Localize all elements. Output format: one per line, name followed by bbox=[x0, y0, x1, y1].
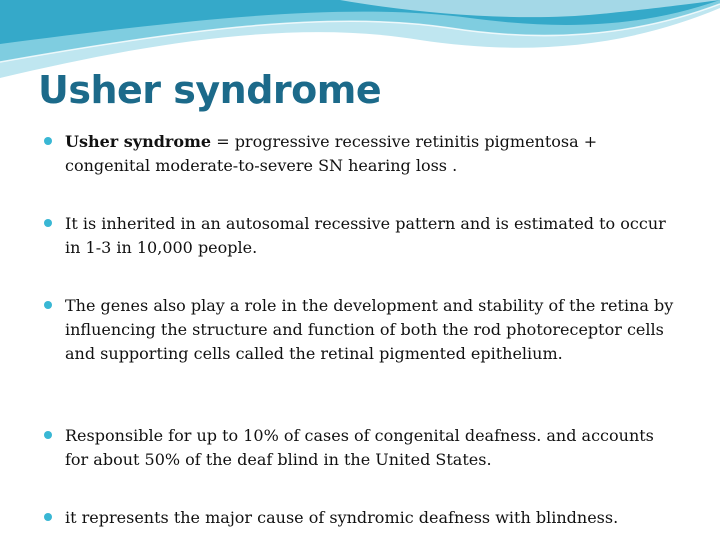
bullet-dot-icon bbox=[44, 137, 52, 145]
bullet-text: The genes also play a role in the development and stability of the retina by influencing the structure and function of both the rod photoreceptor cells and supporting cells called the retinal pigmented epithelium. bbox=[65, 296, 674, 363]
slide-title: Usher syndrome bbox=[38, 68, 382, 112]
bullet-item bbox=[44, 212, 678, 260]
bullet-dot-icon bbox=[44, 431, 52, 439]
bullet-body: = progressive recessive retinitis pigmentosa + congenital moderate-to-severe SN hearing loss . bbox=[65, 132, 598, 175]
bullet-item bbox=[44, 424, 678, 472]
bullet-dot-icon bbox=[44, 513, 52, 521]
bullet-item bbox=[44, 130, 678, 178]
bullet-text: Responsible for up to 10% of cases of congenital deafness. and accounts for about 50% of the deaf blind in the United States. bbox=[65, 426, 654, 469]
bullet-text: It is inherited in an autosomal recessive pattern and is estimated to occur in 1-3 in 10,000 people. bbox=[65, 214, 666, 257]
bullet-text: it represents the major cause of syndromic deafness with blindness. bbox=[65, 508, 619, 527]
bullet-text bbox=[65, 130, 678, 178]
bullet-lead: Usher syndrome bbox=[65, 132, 212, 151]
bullet-dot-icon bbox=[44, 301, 52, 309]
bullet-item bbox=[44, 506, 678, 530]
bullet-item bbox=[44, 294, 678, 366]
bullet-dot-icon bbox=[44, 219, 52, 227]
